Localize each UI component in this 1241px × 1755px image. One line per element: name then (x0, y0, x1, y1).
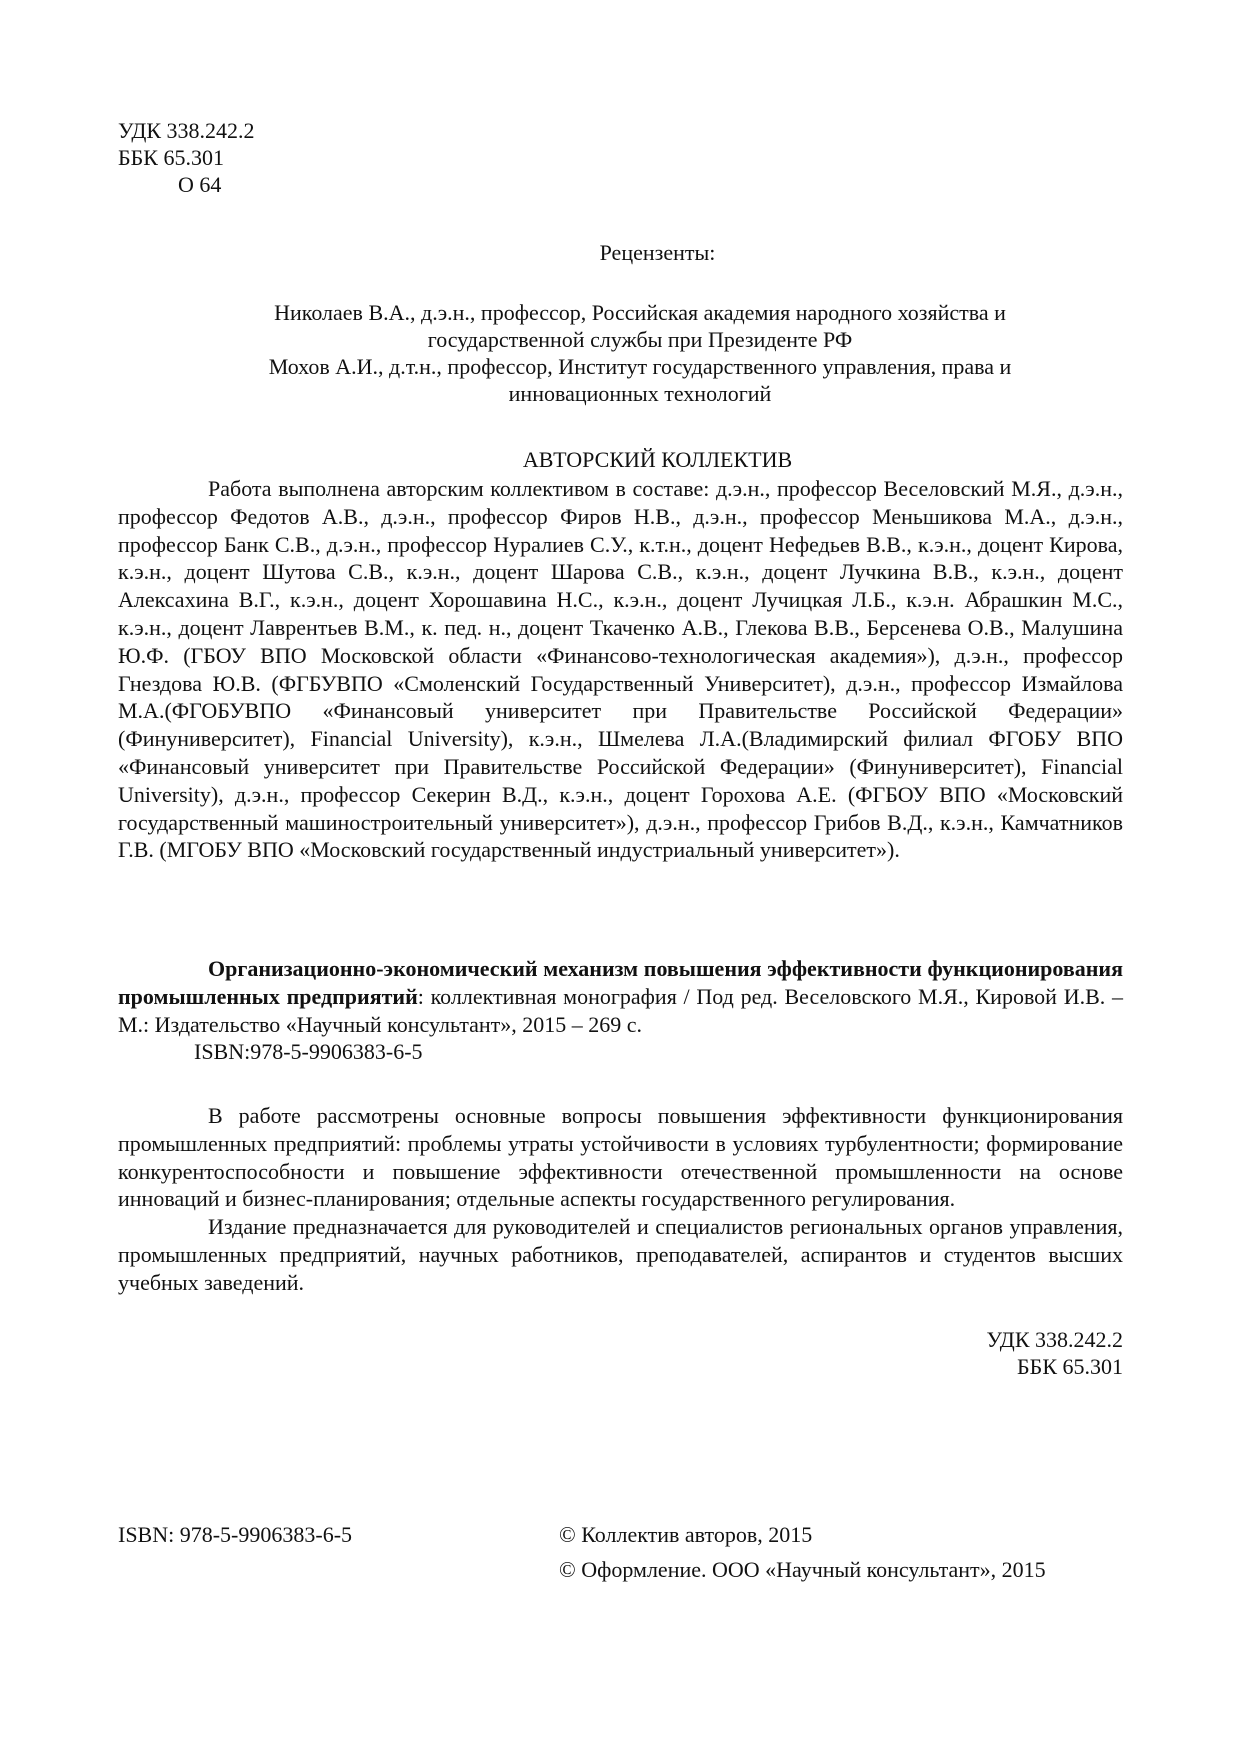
udk-code: УДК 338.242.2 (986, 1327, 1123, 1352)
reviewer-line: инновационных технологий (508, 381, 772, 406)
abstract-paragraph: В работе рассмотрены основные вопросы повышения эффективности функционирования промышленных предприятий: проблемы утраты устойчивости в условиях турбулентности; формирование конкурентоспособности и повышение эффективности отечественной промышленности на основе инноваций и бизнес-планирования; отдельные аспекты государственного регулирования. (118, 1103, 1123, 1212)
copyright-design: © Оформление. ООО «Научный консультант», 2015 (559, 1557, 1046, 1582)
reviewer-line: государственной службы при Президенте РФ (427, 327, 853, 352)
book-title: Организационно-экономический механизм повышения эффективности функционирования промышленных предприятий (118, 956, 1123, 1009)
classification-codes-bottom (880, 1327, 1123, 1381)
udk-code: УДК 338.242.2 (118, 118, 255, 143)
bibliographic-details: : коллективная монография / Под ред. Веселовского М.Я., Кировой И.В. – М.: Издательство «Научный консультант», 2015 – 269 с. (118, 983, 1123, 1037)
bbk-code: ББК 65.301 (118, 145, 224, 170)
copyright-block (559, 1522, 1046, 1592)
footer-isbn: ISBN: 978-5-9906383-6-5 (118, 1522, 353, 1547)
copyright-authors: © Коллектив авторов, 2015 (559, 1522, 813, 1547)
reviewers-list (160, 300, 1120, 408)
reviewer-line: Николаев В.А., д.э.н., профессор, Российская академия народного хозяйства и (274, 300, 1006, 325)
authors-heading: АВТОРСКИЙ КОЛЛЕКТИВ (522, 447, 793, 472)
authors-paragraph: Работа выполнена авторским коллективом в составе: д.э.н., профессор Веселовский М.Я., д.э.н., профессор Федотов А.В., д.э.н., профессор Фиров Н.В., д.э.н., профессор Меньшикова М.А., д.э.н., профессор Банк С.В., д.э.н., профессор Нуралиев С.У., к.т.н., доцент Нефедьев В.В., к.э.н., доцент Кирова, к.э.н., доцент Шутова С.В., к.э.н., доцент Шарова С.В., к.э.н., доцент Лучкина В.В., к.э.н., доцент Алексахина В.Г., к.э.н., доцент Хорошавина Н.С., к.э.н., доцент Лучицкая Л.Б., к.э.н. Абрашкин М.С., к.э.н., доцент Лаврентьев В.М., к. пед. н., доцент Ткаченко А.В., Глекова В.В., Берсенева О.В., Малушина Ю.Ф. (ГБОУ ВПО Московской области «Финансово-технологическая академия»), д.э.н., профессор Гнездова Ю.В. (ФГБУВПО «Смоленский Государственный Университет), д.э.н., профессор Измайлова М.А.(ФГОБУВПО «Финансовый университет при Правительстве Российской Федерации» (Финуниверситет), Financial University), к.э.н., Шмелева Л.А.(Владимирский филиал ФГОБУ ВПО «Финансовый университет при Правительстве Российской Федерации» (Финуниверситет), Financial University), д.э.н., профессор Секерин В.Д., к.э.н., доцент Горохова А.Е. (ФГБОУ ВПО «Московский государственный машиностроительный университет»), д.э.н., профессор Грибов В.Д., к.э.н., Камчатников Г.В. (МГОБУ ВПО «Московский государственный индустриальный университет»). (118, 476, 1123, 863)
reviewer-line: Мохов А.И., д.т.н., профессор, Институт государственного управления, права и (268, 354, 1012, 379)
abstract (118, 1102, 1123, 1297)
classification-codes-top (118, 118, 255, 199)
bbk-code: ББК 65.301 (1017, 1354, 1123, 1379)
bibliographic-description (118, 955, 1123, 1038)
audience-paragraph: Издание предназначается для руководителей и специалистов региональных органов управления, промышленных предприятий, научных работников, преподавателей, аспирантов и студентов высших учебных заведений. (118, 1214, 1123, 1295)
bibliography-isbn: ISBN:978-5-9906383-6-5 (194, 1039, 423, 1064)
author-mark: О 64 (178, 172, 222, 197)
reviewers-heading: Рецензенты: (599, 240, 716, 265)
